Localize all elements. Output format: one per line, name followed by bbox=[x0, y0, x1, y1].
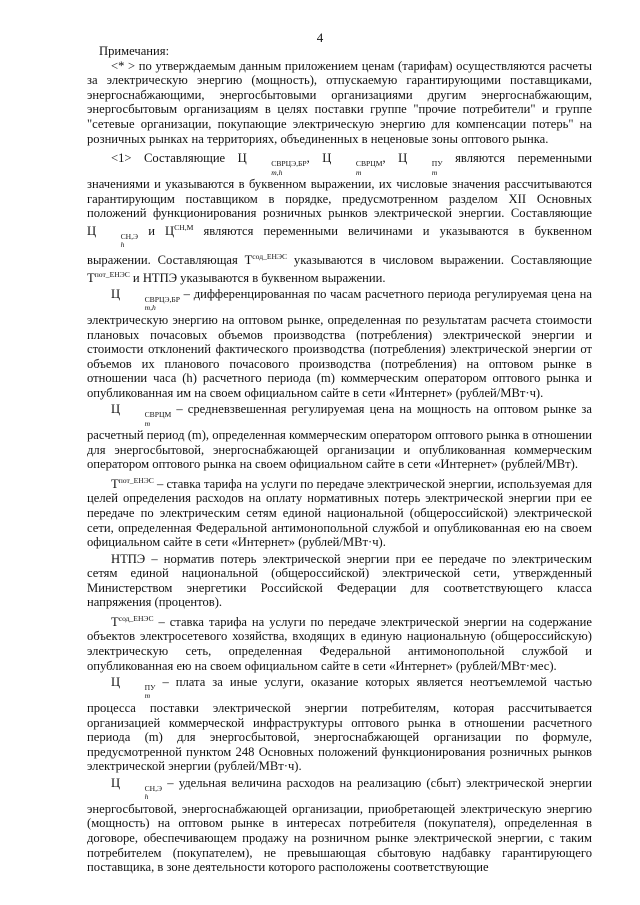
note-1-separator-2: , bbox=[382, 151, 399, 166]
definition-svrcez-br-text: – дифференцированная по часам расчетного периода регулируемая цена на электрическую энергию на оптовом рынке, определенная по результатам расчета стоимости плановых почасовых объемов производства (потребления) электрической энергии и стоимости отклонений фактического производства (потребления) электрической энергии от объемов их планового почасового производства (потребления) на оптовом рынке в отношении часа (h) расчетного периода (m) коммерческим оператором оптового рынка и опубликованная им на своем официальном сайте в сети «Интернет» (рублей/МВт·ч). bbox=[87, 286, 592, 400]
note-1-paragraph bbox=[87, 151, 592, 285]
note-1-text-1: <1> Составляющие bbox=[111, 151, 238, 166]
definition-sod-enes bbox=[87, 612, 592, 673]
notes-heading: Примечания: bbox=[99, 44, 170, 58]
definition-pot-enes bbox=[87, 474, 592, 550]
symbol-t-sod-enes: $Т^{сод\_ЕНЭС}$ bbox=[244, 251, 288, 267]
note-star-paragraph: <* > по утверждаемым данным приложением ценам (тарифам) осуществляются расчеты за электрическую энергию (мощность), отпускаемую гарантирующими поставщиками, энергоснабжающими, энергосбытовыми организациями другим энергоснабжающим, энергосбытовым организациям в целях поставки группе "прочие потребители" и группе "сетевые организации, покупающие электрическую энергию для компенсации потерь" на розничных рынках на территориях, объединенных в неценовые зоны оптового рынка. bbox=[87, 58, 592, 146]
definition-pot-enes-text: – ставка тарифа на услуги по передаче электрической энергии, используемая для целей определения расходов на оплату нормативных потерь электрической энергии при ее передаче по электрическим сетям единой национальной (общероссийской) электрической сети, определенная Федеральной антимонопольной службой и опубликованная ею на своем официальном сайте в сети «Интернет» (рублей/МВт·ч). bbox=[87, 476, 592, 550]
note-1-text-7: и НТПЭ указываются в буквенном выражении. bbox=[129, 270, 386, 285]
definition-sn-e-text: – удельная величина расходов на реализацию (сбыт) электрической энергии энергосбытовой, энергоснабжающей организации, приобретающей электрическую энергию (мощность) на оптовом рынке в интересах потребителя (покупателя), определенная в договоре, обеспечивающем продажу на розничном рынке электрической энергии, с таким потребителем (покупателем), не превышающая сбытовую надбавку гарантирующего поставщика, в зоне деятельности которого расположены соответствующие bbox=[87, 775, 592, 875]
symbol-c-svrcm: Ц СВРЦМ m bbox=[322, 151, 383, 177]
symbol-c-sn-e: Ц СН,Э h bbox=[87, 223, 139, 250]
definition-pu-text: – плата за иные услуги, оказание которых является неотъемлемой частью процесса поставки электрической энергии потребителям, которая рассчитывается организацией коммерческой инфраструктуры оптового рынка в отношении расчетного периода (m) для энергосбытовой, энергоснабжающей организации по формуле, предусмотренной пунктом 248 Основных положений функционирования розничных рынков электрической энергии (рублей/МВт·ч). bbox=[87, 674, 592, 774]
note-1-text-4: и bbox=[138, 223, 166, 238]
note-1-text-6: указываются в числовом выражении. Составляющие bbox=[287, 252, 592, 267]
symbol-c-sn-m: $Ц^{СН,М}$ bbox=[165, 222, 194, 238]
definition-svrcez-br bbox=[87, 287, 592, 401]
definition-sod-enes-text: – ставка тарифа на услуги по передаче электрической энергии на содержание объектов электросетевого хозяйства, входящих в единую национальную (общероссийскую) электрическую сеть, определенная Федеральной антимонопольной службой и опубликованная ею на своем официальном сайте в сети «Интернет» (рублей/МВт·мес). bbox=[87, 614, 592, 673]
symbol-t-sod-enes-def: $Т^{сод\_ЕНЭС}$ bbox=[111, 613, 154, 629]
symbol-t-pot-enes: $Т^{пот\_ЕНЭС}$ bbox=[87, 269, 130, 285]
definition-svrcm-text: – средневзвешенная регулируемая цена на мощность на оптовом рынке за расчетный период (m), определенная коммерческим оператором оптового рынка в отношении для энергосбытовой, энергоснабжающей организации и опубликованная коммерческим оператором оптового рынка на своем официальном сайте в сети «Интернет» (рублей/МВт). bbox=[87, 402, 592, 472]
note-1-separator: , bbox=[306, 151, 323, 166]
definition-sn-e bbox=[87, 776, 592, 875]
definition-svrcm bbox=[87, 402, 592, 472]
definition-ntpe: НТПЭ – норматив потерь электрической энергии при ее передаче по электрическим сетям единой национальной (общероссийской) электрической сети, утвержденный Министерством энергетики Российской Федерации для соответствующего класса напряжения (процентов). bbox=[87, 551, 592, 610]
symbol-c-svrcez-br: Ц СВРЦЭ,БР m,h bbox=[237, 151, 307, 177]
symbol-c-svrcez-br-def: Ц СВРЦЭ,БР m,h bbox=[111, 286, 180, 313]
note-1-text-5: являются переменными величинами и указываются в буквенном выражении. Составляющая bbox=[87, 223, 592, 267]
symbol-c-sn-e-def: Ц СН,Э h bbox=[111, 775, 163, 802]
symbol-c-svrcm-def: Ц СВРЦМ m bbox=[111, 402, 172, 428]
symbol-t-pot-enes-def: $Т^{пот\_ЕНЭС}$ bbox=[111, 475, 154, 491]
notes-body bbox=[87, 44, 592, 877]
page-number: 4 bbox=[316, 30, 324, 45]
definition-pu bbox=[87, 675, 592, 774]
note-1-text-3: являются переменными значениями и указываются в буквенном выражении, их числовые значения рассчитываются гарантирующим поставщиком в порядке, предусмотренном разделом XII Основных положений функционирования розничных рынков электрической энергии. Составляющие bbox=[87, 151, 592, 221]
symbol-c-pu: Ц ПУ m bbox=[398, 151, 443, 177]
symbol-c-pu-def: Ц ПУ m bbox=[111, 674, 156, 701]
